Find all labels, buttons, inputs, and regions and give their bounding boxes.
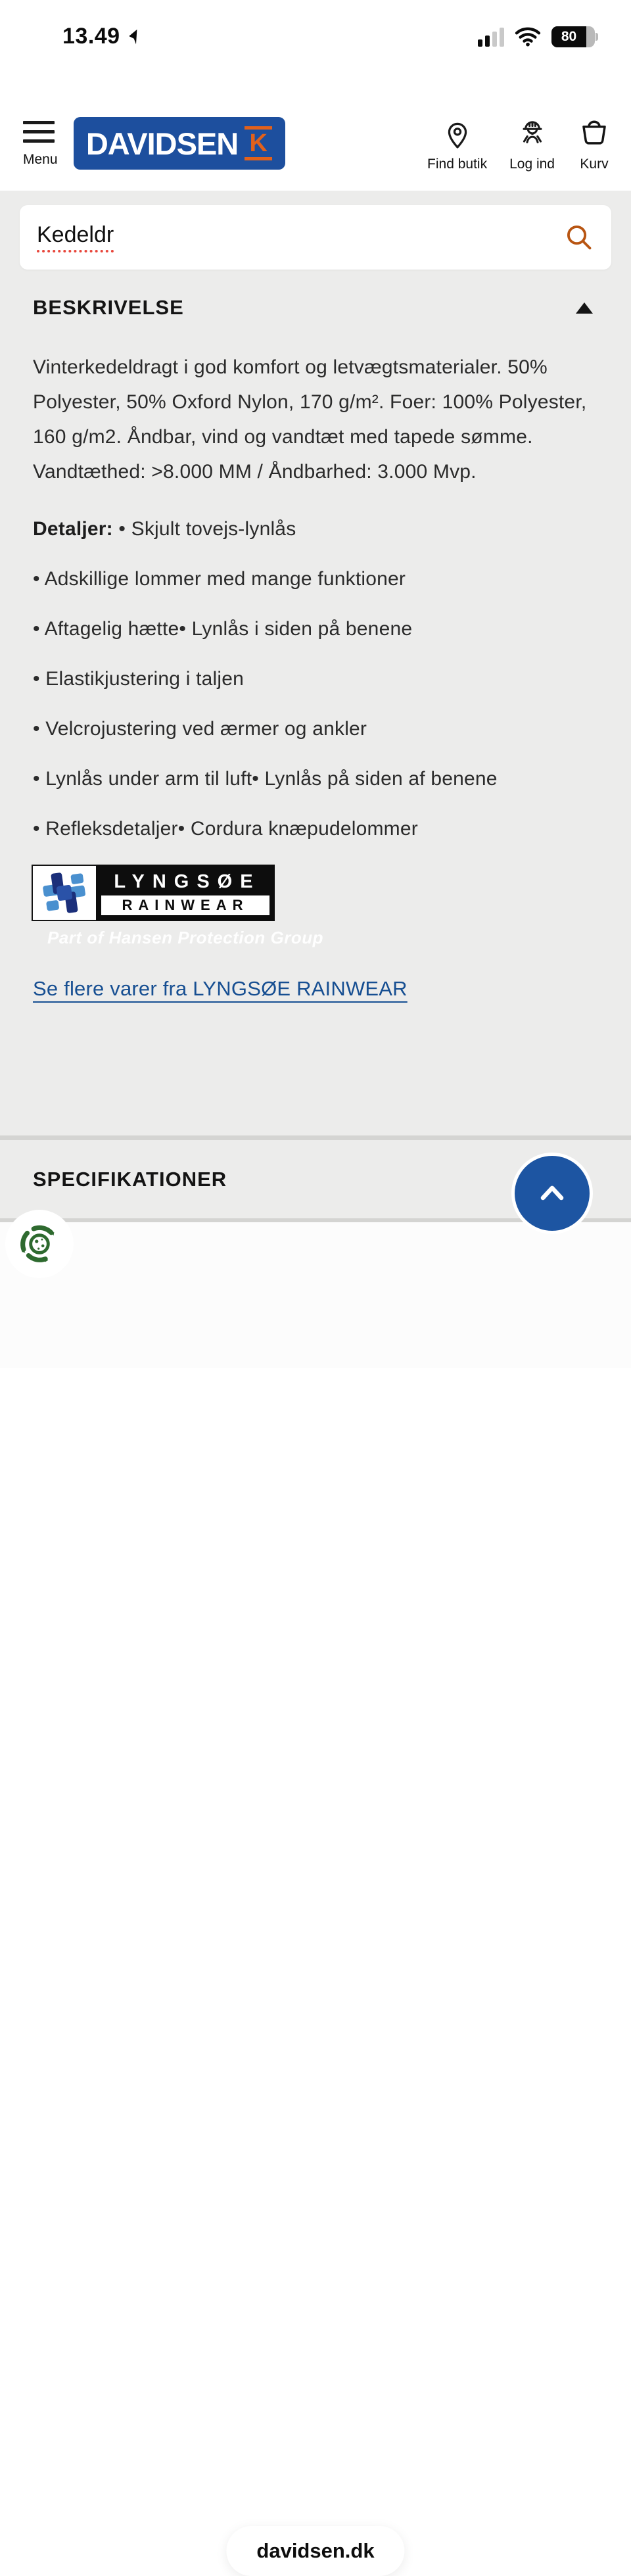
specifications-title: SPECIFIKATIONER bbox=[33, 1167, 227, 1191]
cart-button[interactable] bbox=[577, 117, 611, 172]
page-header bbox=[0, 0, 631, 191]
details-line bbox=[33, 512, 598, 546]
address-bar-url: davidsen.dk bbox=[256, 2539, 375, 2562]
location-pin-icon bbox=[440, 117, 475, 151]
bullet-item: • Lynlås under arm til luft• Lynlås på siden af benene bbox=[33, 768, 498, 790]
knot-icon bbox=[32, 865, 96, 921]
section-divider bbox=[0, 1135, 631, 1140]
bullet-item: • Elastikjustering i taljen bbox=[33, 668, 245, 690]
brand-products-link[interactable]: Se flere varer fra LYNGSØE RAINWEAR bbox=[33, 977, 408, 1000]
hamburger-icon bbox=[23, 117, 55, 143]
davidsen-logo[interactable] bbox=[74, 117, 285, 170]
bullet-item: • Velcrojustering ved ærmer og ankler bbox=[33, 718, 367, 740]
find-store-label: Find butik bbox=[427, 156, 488, 172]
lyngsoe-brand-logo bbox=[32, 865, 275, 921]
scroll-to-top-button[interactable] bbox=[511, 1153, 593, 1234]
battery-percent: 80 bbox=[551, 26, 586, 47]
bullet-item: • Adskillige lommer med mange funktioner bbox=[33, 568, 406, 590]
description-accordion-header[interactable] bbox=[33, 296, 598, 320]
brand-tagline: Part of Hansen Protection Group bbox=[47, 928, 323, 947]
wifi-icon bbox=[515, 27, 541, 47]
cookie-consent-button[interactable] bbox=[5, 1210, 74, 1278]
logo-k-mark: K bbox=[245, 126, 272, 160]
battery-icon bbox=[551, 26, 598, 47]
navigation-arrow-icon bbox=[126, 28, 144, 46]
search-icon bbox=[564, 222, 594, 252]
content-area bbox=[0, 191, 631, 1135]
browser-bottom-bar bbox=[0, 1222, 631, 2562]
cellular-signal-icon bbox=[478, 27, 504, 47]
login-label: Log ind bbox=[509, 156, 555, 172]
bullet-item: • Aftagelig hætte• Lynlås i siden på benene bbox=[33, 618, 413, 640]
login-button[interactable] bbox=[509, 117, 555, 172]
brand-subname: RAINWEAR bbox=[122, 896, 249, 913]
product-description: Vinterkedeldragt i god komfort og letvægtsmaterialer. 50% Polyester, 50% Oxford Nylon, 170 g/m². Foer: 100% Polyester, 160 g/m2. Åndbar, vind og vandtæt med tapede sømme. Vandtæthed: >8.000 MM / Åndbarhed: 3.000 Mvp. bbox=[33, 356, 587, 483]
brand-name: LYNGSØE bbox=[114, 871, 261, 892]
clock: 13.49 bbox=[62, 24, 120, 49]
description-title: BESKRIVELSE bbox=[33, 296, 184, 319]
caret-up-icon bbox=[576, 302, 593, 314]
menu-label: Menu bbox=[23, 152, 58, 167]
nav-row bbox=[0, 117, 631, 172]
menu-button[interactable] bbox=[23, 117, 58, 168]
cookie-consent-icon bbox=[14, 1218, 65, 1270]
address-bar[interactable] bbox=[226, 2526, 404, 2576]
cart-label: Kurv bbox=[580, 156, 609, 172]
search-submit-button[interactable] bbox=[564, 222, 594, 252]
search-input[interactable] bbox=[20, 205, 611, 270]
header-actions bbox=[427, 117, 611, 172]
basket-icon bbox=[577, 117, 611, 151]
details-label: Detaljer: bbox=[33, 518, 113, 540]
chevron-up-icon bbox=[534, 1175, 571, 1212]
bullet-item: • Refleksdetaljer• Cordura knæpudelommer bbox=[33, 818, 418, 840]
find-store-button[interactable] bbox=[427, 117, 487, 172]
logo-wordmark: DAVIDSEN bbox=[85, 126, 239, 161]
details-first-item: • Skjult tovejs-lynlås bbox=[118, 518, 296, 540]
search-value: Kedeldr bbox=[37, 222, 114, 252]
worker-person-icon bbox=[515, 117, 549, 151]
status-bar bbox=[0, 24, 631, 49]
